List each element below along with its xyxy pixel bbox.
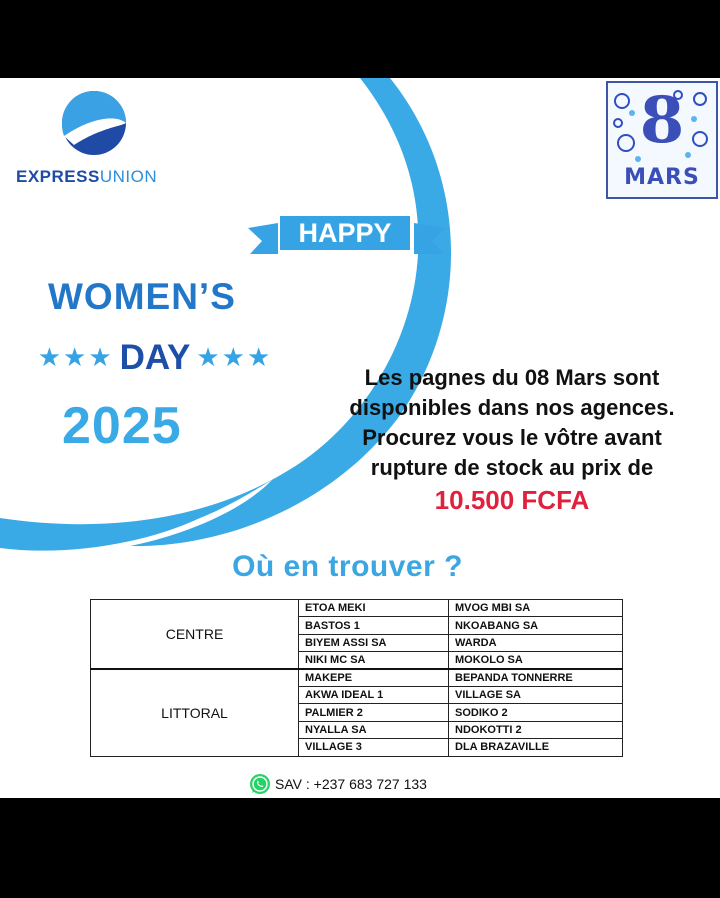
day-row <box>10 336 300 380</box>
agency-cell: BIYEM ASSI SA <box>299 634 449 651</box>
announcement-line: Les pagnes du 08 Mars sont <box>364 365 660 390</box>
agency-cell: MOKOLO SA <box>449 652 623 669</box>
badge-month: MARS <box>624 165 700 190</box>
agency-cell: MAKEPE <box>299 669 449 686</box>
locations-title: Où en trouver ? <box>232 550 463 583</box>
express-union-globe-logo <box>60 90 128 156</box>
badge-number: 8 <box>639 83 685 158</box>
whatsapp-icon[interactable] <box>248 772 272 796</box>
agency-cell: BASTOS 1 <box>299 617 449 634</box>
poster <box>0 78 720 798</box>
agency-cell: AKWA IDEAL 1 <box>299 686 449 703</box>
price-label: 10.500 FCFA <box>434 485 590 515</box>
agency-cell: BEPANDA TONNERRE <box>449 669 623 686</box>
announcement-line: Procurez vous le vôtre avant <box>362 425 662 450</box>
announcement-line: disponibles dans nos agences. <box>349 395 675 420</box>
agency-cell: SODIKO 2 <box>449 704 623 721</box>
womens-heading: WOMEN’S <box>48 276 236 317</box>
agency-cell: NIKI MC SA <box>299 652 449 669</box>
agency-cell: PALMIER 2 <box>299 704 449 721</box>
announcement-line: rupture de stock au prix de <box>370 455 654 480</box>
contact-line <box>248 772 427 796</box>
agency-cell: NDOKOTTI 2 <box>449 721 623 738</box>
announcement-text <box>306 363 718 483</box>
stars-right: ★★★ <box>196 343 273 373</box>
agency-cell: NKOABANG SA <box>449 617 623 634</box>
agency-cell: NYALLA SA <box>299 721 449 738</box>
agency-cell: DLA BRAZAVILLE <box>449 739 623 756</box>
table-row <box>91 600 623 617</box>
brand-name: EXPRESSUNION <box>16 167 158 186</box>
march-8-badge <box>606 81 718 199</box>
agency-cell: WARDA <box>449 634 623 651</box>
year-heading: 2025 <box>62 397 182 455</box>
stars-left: ★★★ <box>37 343 114 373</box>
contact-text: SAV : +237 683 727 133 <box>275 776 427 792</box>
agency-cell: MVOG MBI SA <box>449 600 623 617</box>
table-row <box>91 669 623 686</box>
day-heading: DAY <box>119 338 191 377</box>
agency-cell: ETOA MEKI <box>299 600 449 617</box>
agency-cell: VILLAGE SA <box>449 686 623 703</box>
agencies-table <box>90 599 623 757</box>
region-littoral: LITTORAL <box>91 669 299 756</box>
happy-banner: HAPPY <box>280 216 410 250</box>
region-centre: CENTRE <box>91 600 299 670</box>
agency-cell: VILLAGE 3 <box>299 739 449 756</box>
